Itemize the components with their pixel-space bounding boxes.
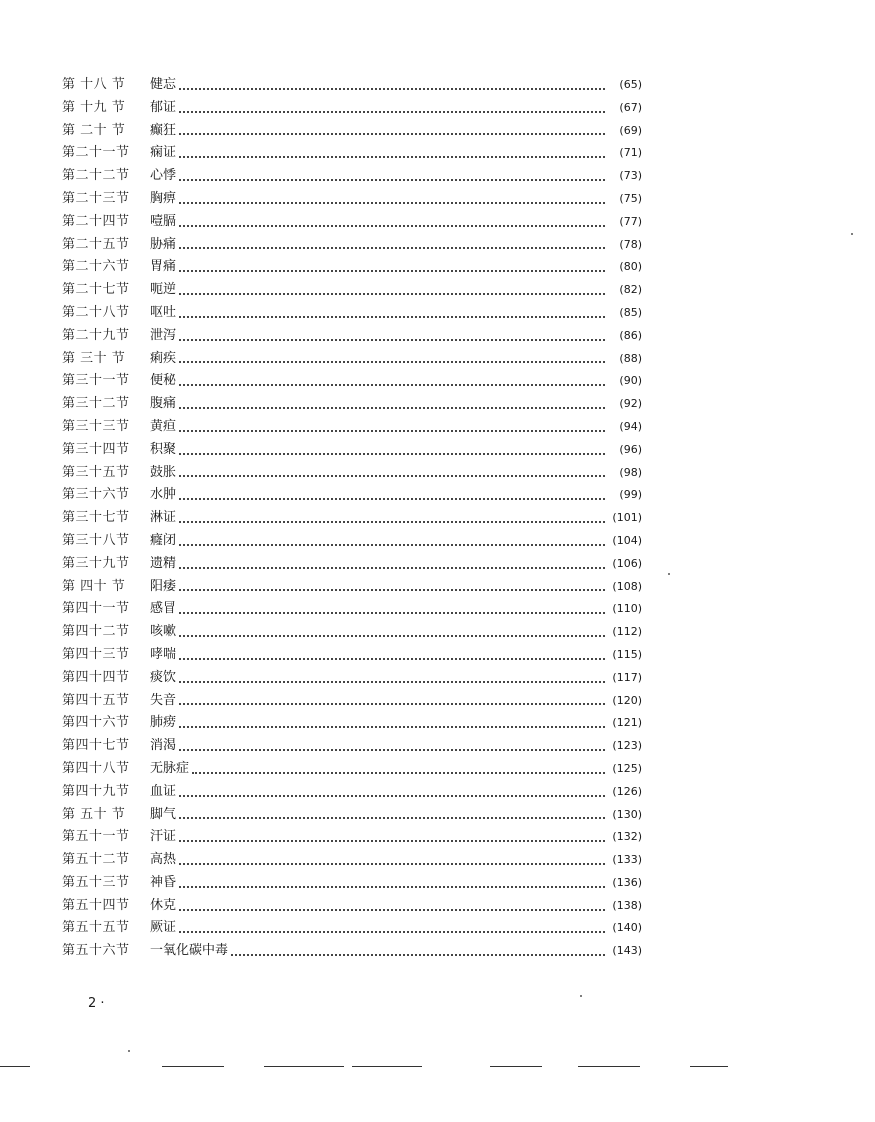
toc-page-number: (130) — [612, 807, 642, 821]
toc-title: 失音 — [150, 692, 177, 708]
toc-page-number: (67) — [619, 100, 642, 114]
toc-page-number: (117) — [612, 670, 642, 684]
toc-section-number: 第二十二节 — [62, 168, 130, 184]
toc-entry — [62, 484, 642, 507]
toc-leader-dots — [179, 885, 605, 888]
toc-page-number: (75) — [619, 191, 642, 205]
toc-title: 胁痛 — [150, 236, 177, 252]
toc-section-number: 第四十六节 — [62, 715, 130, 731]
toc-section-number: 第三十九节 — [62, 555, 130, 571]
toc-entry — [62, 74, 642, 97]
toc-leader-dots — [179, 657, 605, 660]
toc-leader-dots — [179, 930, 605, 933]
toc-section-number: 第三十七节 — [62, 510, 130, 526]
toc-title: 休克 — [150, 897, 177, 913]
toc-title: 健忘 — [150, 77, 177, 92]
toc-entry — [62, 97, 642, 120]
toc-leader-dots — [179, 748, 605, 751]
scan-rule-1 — [0, 1066, 30, 1067]
toc-title: 咳嗽 — [150, 624, 177, 640]
toc-section-number: 第五十三节 — [62, 874, 130, 890]
toc-page-number: (115) — [612, 647, 642, 661]
toc-title: 积聚 — [150, 441, 177, 457]
toc-page-number: (94) — [619, 419, 642, 433]
toc-entry — [62, 165, 642, 188]
toc-entry — [62, 256, 642, 279]
toc-leader-dots — [179, 110, 605, 113]
toc-entry — [62, 690, 642, 713]
toc-entry — [62, 895, 642, 918]
toc-leader-dots — [179, 566, 605, 569]
toc-page-number: (73) — [619, 169, 642, 183]
scan-rule-6 — [578, 1066, 640, 1067]
toc-entry — [62, 234, 642, 257]
toc-leader-dots — [179, 338, 605, 341]
toc-page-number: (80) — [619, 260, 642, 274]
toc-title: 胸痹 — [150, 190, 177, 206]
toc-page-number: (112) — [612, 625, 642, 639]
toc-section-number: 第三十一节 — [62, 373, 130, 389]
toc-section-number: 第三十三节 — [62, 418, 130, 434]
toc-entry — [62, 804, 642, 827]
toc-leader-dots — [179, 725, 605, 728]
toc-entry — [62, 781, 642, 804]
toc-title: 阳痿 — [150, 578, 177, 594]
toc-entry — [62, 188, 642, 211]
toc-section-number: 第四十九节 — [62, 783, 130, 799]
toc-entry — [62, 348, 642, 371]
toc-page-number: (71) — [619, 146, 642, 160]
scan-rule-5 — [490, 1066, 542, 1067]
toc-entry — [62, 644, 642, 667]
toc-page-number: (88) — [619, 351, 642, 365]
toc-leader-dots — [179, 908, 605, 911]
toc-entry — [62, 302, 642, 325]
toc-page-number: (96) — [619, 442, 642, 456]
toc-page-number: (143) — [612, 944, 642, 958]
toc-leader-dots — [179, 816, 605, 819]
toc-entry — [62, 530, 642, 553]
toc-leader-dots — [179, 680, 605, 683]
toc-section-number: 第三十八节 — [62, 532, 130, 548]
toc-entry — [62, 576, 642, 599]
toc-page-number: (121) — [612, 716, 642, 730]
toc-section-number: 第 十九 节 — [62, 99, 126, 115]
toc-section-number: 第三十六节 — [62, 487, 130, 503]
toc-title: 噎膈 — [150, 213, 177, 229]
toc-title: 黄疸 — [150, 418, 177, 434]
toc-entry — [62, 621, 642, 644]
toc-entry — [62, 439, 642, 462]
toc-leader-dots — [179, 224, 605, 227]
toc-title: 淋证 — [150, 510, 177, 526]
toc-entry — [62, 416, 642, 439]
toc-entry — [62, 279, 642, 302]
toc-leader-dots — [179, 520, 605, 523]
toc-section-number: 第二十九节 — [62, 327, 130, 343]
toc-leader-dots — [179, 132, 605, 135]
toc-section-number: 第 十八 节 — [62, 77, 126, 92]
toc-title: 鼓胀 — [150, 464, 177, 480]
toc-title: 水肿 — [150, 487, 177, 503]
toc-leader-dots — [179, 87, 605, 90]
toc-page-number: (92) — [619, 397, 642, 411]
toc-leader-dots — [179, 178, 605, 181]
toc-title: 哮喘 — [150, 646, 177, 662]
page-number: 2 · — [88, 996, 105, 1011]
toc-section-number: 第四十四节 — [62, 669, 130, 685]
toc-title: 泄泻 — [150, 327, 177, 343]
toc-title: 遗精 — [150, 555, 177, 571]
toc-leader-dots — [231, 953, 605, 956]
toc-section-number: 第四十七节 — [62, 738, 130, 754]
toc-entry — [62, 712, 642, 735]
toc-title: 消渴 — [150, 738, 177, 754]
toc-entry — [62, 826, 642, 849]
scan-speck — [668, 573, 670, 575]
toc-leader-dots — [179, 429, 605, 432]
toc-page-number: (108) — [612, 579, 642, 593]
toc-leader-dots — [179, 452, 605, 455]
toc-entry — [62, 120, 642, 143]
toc-section-number: 第 二十 节 — [62, 122, 126, 138]
toc-title: 痰饮 — [150, 669, 177, 685]
scan-rule-4 — [352, 1066, 422, 1067]
toc-entry — [62, 142, 642, 165]
toc-leader-dots — [179, 634, 605, 637]
toc-page-number: (82) — [619, 283, 642, 297]
toc-leader-dots — [179, 862, 605, 865]
toc-page-number: (136) — [612, 875, 642, 889]
toc-title: 高热 — [150, 852, 177, 868]
scan-speck — [128, 1050, 130, 1052]
toc-title: 郁证 — [150, 99, 177, 115]
toc-leader-dots — [179, 588, 605, 591]
toc-title: 癫狂 — [150, 122, 177, 138]
toc-page-number: (86) — [619, 328, 642, 342]
toc-title: 一氧化碳中毒 — [150, 943, 229, 959]
toc-title: 肺痨 — [150, 715, 177, 731]
toc-page-number: (65) — [619, 78, 642, 91]
toc-leader-dots — [179, 794, 605, 797]
toc-title: 腹痛 — [150, 396, 177, 412]
toc-entry — [62, 872, 642, 895]
toc-leader-dots — [179, 201, 605, 204]
toc-entry — [62, 667, 642, 690]
toc-page-number: (138) — [612, 898, 642, 912]
toc-title: 呕吐 — [150, 304, 177, 320]
toc-page-number: (90) — [619, 374, 642, 388]
toc-page-number: (85) — [619, 305, 642, 319]
toc-title: 无脉症 — [150, 760, 190, 776]
toc-leader-dots — [192, 771, 605, 774]
toc-section-number: 第三十四节 — [62, 441, 130, 457]
toc-section-number: 第五十二节 — [62, 852, 130, 868]
toc-section-number: 第二十一节 — [62, 145, 130, 161]
toc-leader-dots — [179, 543, 605, 546]
toc-leader-dots — [179, 406, 605, 409]
toc-leader-dots — [179, 246, 605, 249]
toc-page-number: (123) — [612, 739, 642, 753]
toc-leader-dots — [179, 292, 605, 295]
toc-section-number: 第五十五节 — [62, 920, 130, 936]
toc-title: 厥证 — [150, 920, 177, 936]
toc-entry — [62, 462, 642, 485]
scan-rule-2 — [162, 1066, 224, 1067]
toc-entry — [62, 735, 642, 758]
toc-section-number: 第 四十 节 — [62, 578, 126, 594]
toc-section-number: 第五十四节 — [62, 897, 130, 913]
toc-page-number: (126) — [612, 784, 642, 798]
toc-page-number: (99) — [619, 488, 642, 502]
toc-section-number: 第三十五节 — [62, 464, 130, 480]
toc-page-number: (77) — [619, 214, 642, 228]
toc-leader-dots — [179, 155, 605, 158]
toc-leader-dots — [179, 383, 605, 386]
toc-entry — [62, 553, 642, 576]
toc-section-number: 第三十二节 — [62, 396, 130, 412]
toc-section-number: 第二十六节 — [62, 259, 130, 275]
toc-entry — [62, 393, 642, 416]
toc-leader-dots — [179, 497, 605, 500]
toc-entry — [62, 598, 642, 621]
toc-leader-dots — [179, 315, 605, 318]
toc-page-number: (110) — [612, 602, 642, 616]
toc-leader-dots — [179, 702, 605, 705]
toc-section-number: 第二十三节 — [62, 190, 130, 206]
toc-title: 痫证 — [150, 145, 177, 161]
toc-entry — [62, 507, 642, 530]
toc-title: 癃闭 — [150, 532, 177, 548]
toc-page-number: (132) — [612, 830, 642, 844]
toc-title: 呃逆 — [150, 282, 177, 298]
toc-section-number: 第 三十 节 — [62, 350, 126, 366]
toc-section-number: 第二十四节 — [62, 213, 130, 229]
scan-speck — [580, 995, 582, 997]
toc-page-number: (120) — [612, 693, 642, 707]
toc-page-number: (106) — [612, 556, 642, 570]
toc-page-number: (69) — [619, 123, 642, 137]
toc-title: 汗证 — [150, 829, 177, 845]
scan-rule-3 — [264, 1066, 344, 1067]
toc-section-number: 第四十二节 — [62, 624, 130, 640]
toc-entry — [62, 849, 642, 872]
toc-entry — [62, 758, 642, 781]
toc-leader-dots — [179, 474, 605, 477]
toc-section-number: 第四十一节 — [62, 601, 130, 617]
toc-leader-dots — [179, 611, 605, 614]
scan-rule-7 — [690, 1066, 728, 1067]
toc-leader-dots — [179, 839, 605, 842]
toc-entry — [62, 325, 642, 348]
toc-section-number: 第四十三节 — [62, 646, 130, 662]
toc-page-number: (101) — [612, 511, 642, 525]
toc-page-number: (125) — [612, 761, 642, 775]
toc-title: 胃痛 — [150, 259, 177, 275]
toc-leader-dots — [179, 360, 605, 363]
toc-section-number: 第五十六节 — [62, 943, 130, 959]
toc-page-number: (140) — [612, 921, 642, 935]
toc-title: 神昏 — [150, 874, 177, 890]
scan-speck — [851, 233, 853, 235]
toc-title: 脚气 — [150, 806, 177, 822]
toc-section-number: 第四十八节 — [62, 760, 130, 776]
toc-section-number: 第 五十 节 — [62, 806, 126, 822]
toc-section-number: 第五十一节 — [62, 829, 130, 845]
toc-title: 血证 — [150, 783, 177, 799]
toc-entry — [62, 370, 642, 393]
toc-title: 便秘 — [150, 373, 177, 389]
table-of-contents — [62, 74, 642, 963]
toc-section-number: 第二十五节 — [62, 236, 130, 252]
toc-page-number: (98) — [619, 465, 642, 479]
toc-page-number: (78) — [619, 237, 642, 251]
toc-entry — [62, 940, 642, 963]
toc-title: 心悸 — [150, 168, 177, 184]
toc-page-number: (133) — [612, 853, 642, 867]
toc-entry — [62, 211, 642, 234]
toc-leader-dots — [179, 269, 605, 272]
toc-title: 感冒 — [150, 601, 177, 617]
toc-section-number: 第二十八节 — [62, 304, 130, 320]
toc-title: 痢疾 — [150, 350, 177, 366]
toc-entry — [62, 917, 642, 940]
toc-page-number: (104) — [612, 533, 642, 547]
toc-section-number: 第四十五节 — [62, 692, 130, 708]
toc-section-number: 第二十七节 — [62, 282, 130, 298]
